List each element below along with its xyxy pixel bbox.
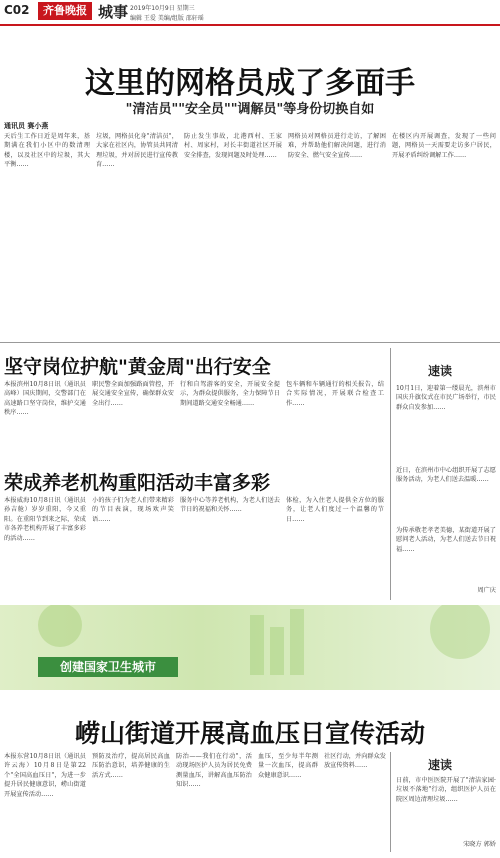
sidebar-brief3: 为传承敬老孝老美德，某街道开展了慰问老人活动，为老人们送去节日祝福……	[396, 527, 496, 553]
article1-col3: 防止发生事故，北港西村、王家村、周家村，对长丰街道社区开展安全排查，发现问题及时处理……	[184, 133, 282, 159]
article4-headline: 崂山街道开展高血压日宣传活动	[74, 719, 425, 748]
article1-subhead: "清洁员""安全员""调解员"等身份切换自如	[125, 102, 375, 117]
article2-col4: 包车辆和车辆通行的相关报告，结合实际情况，开展联合检查工作……	[286, 381, 384, 407]
article4-col5: 社区行动，并向群众发放宣传资料……	[324, 753, 386, 770]
banner-title: 创建国家卫生城市	[38, 657, 178, 677]
header-rule	[0, 24, 500, 26]
editor-credits: 编辑 王爱 美编/组版 邵轩瑶	[130, 15, 204, 22]
sidebar-title: 速读	[428, 364, 453, 378]
article2-headline: 坚守岗位护航"黄金周"出行安全	[4, 356, 271, 378]
sidebar2-divider	[390, 752, 391, 852]
sidebar2-brief: 日前，市中医医院开展了"清洁家园·垃圾不落地"行动，组织医护人员在院区周边清理垃圾……	[396, 777, 496, 803]
sidebar-brief2: 近日，在滨州市中心组织开展了志愿服务活动，为老人们送去温暖……	[396, 467, 496, 484]
article1-col2: 垃圾，网格员化身"清洁员"，大家在社区内，协管员共同清理垃圾，并对居民进行宣传教育……	[96, 133, 178, 169]
article1-headline: 这里的网格员成了多面手	[85, 66, 415, 101]
article4-col3: 防治——我们在行动"，活动现场医护人员为居民免费测量血压，讲解高血压防治知识……	[176, 753, 252, 789]
article3-headline: 荣成养老机构重阳活动丰富多彩	[4, 472, 271, 494]
newspaper-logo: 齐鲁晚报	[38, 2, 92, 20]
article1-col4: 网格员对网格员进行走访，了解困难，并帮助他们解决问题，进行消防安全、燃气安全宣传……	[288, 133, 386, 159]
article1-col5: 在楼区内开展调查，发现了一些问题，网格员一天需要走访多户居民，开展矛盾纠纷调解工作……	[392, 133, 496, 159]
issue-date: 2019年10月9日 星期三	[130, 5, 195, 12]
sidebar-divider	[390, 348, 391, 600]
campaign-banner	[0, 605, 500, 690]
section-title: 城事	[98, 3, 129, 21]
banner-decoration-icon	[0, 605, 500, 690]
sidebar2-author: 宋晓方 郭娇	[463, 841, 496, 848]
article3-col1: 本报威海10月8日讯（通讯员 孙吉舱）岁岁重阳，今又重阳。在重阳节到来之际，荣成市各养老机构开展了丰富多彩的活动……	[4, 497, 86, 542]
page-header	[0, 0, 500, 24]
article3-col4: 体检，为入住老人提供全方位的服务，让老人们度过一个温馨的节日……	[286, 497, 384, 523]
article1-col1: 天后生工作日近是周年来，基期满在我们小区中的数清理楼，以及社区中的垃圾，其大平衡……	[4, 133, 90, 169]
article4-col2: 预防及治疗，提高居民高血压防治意识，培养健康的生活方式……	[92, 753, 170, 779]
article1-byline: 通讯员 赛小燕	[4, 122, 49, 130]
article3-col3: 服务中心等养老机构，为老人们送去节日的祝福和关怀……	[180, 497, 280, 514]
sidebar-brief1: 10月1日，迎着第一缕晨光，滨州市国庆升旗仪式在市民广场举行，市民群众自发参加……	[396, 385, 496, 411]
article3-col2: 小的孩子们为老人们带来精彩的节目表演，现场欢声笑语……	[92, 497, 174, 523]
article2-col1: 本报滨州10月8日讯（通讯员 高峰）国庆期间，交警部门在高速路口坚守岗位，维护交通秩序……	[4, 381, 86, 417]
sidebar2-title: 速读	[428, 758, 453, 772]
article2-col2: 职民警全面加强路面管控，开展交通安全宣传，确保群众安全出行……	[92, 381, 174, 407]
sidebar-author: 周广庆	[477, 587, 496, 594]
page-code: C02	[4, 3, 30, 17]
article4-col1: 本报东营10月8日讯（通讯员 许云海）10月8日是第22个"全国高血压日"，为进一步提升居民健康意识，崂山街道开展宣传活动……	[4, 753, 86, 798]
article2-col3: 行和自驾游客的安全，开展安全提示，为群众提供服务，全力保障节日期间道路交通安全畅通……	[180, 381, 280, 407]
article4-col4: 血压，至少每半年测量一次血压，提高群众健康意识……	[258, 753, 318, 779]
divider	[0, 342, 500, 343]
